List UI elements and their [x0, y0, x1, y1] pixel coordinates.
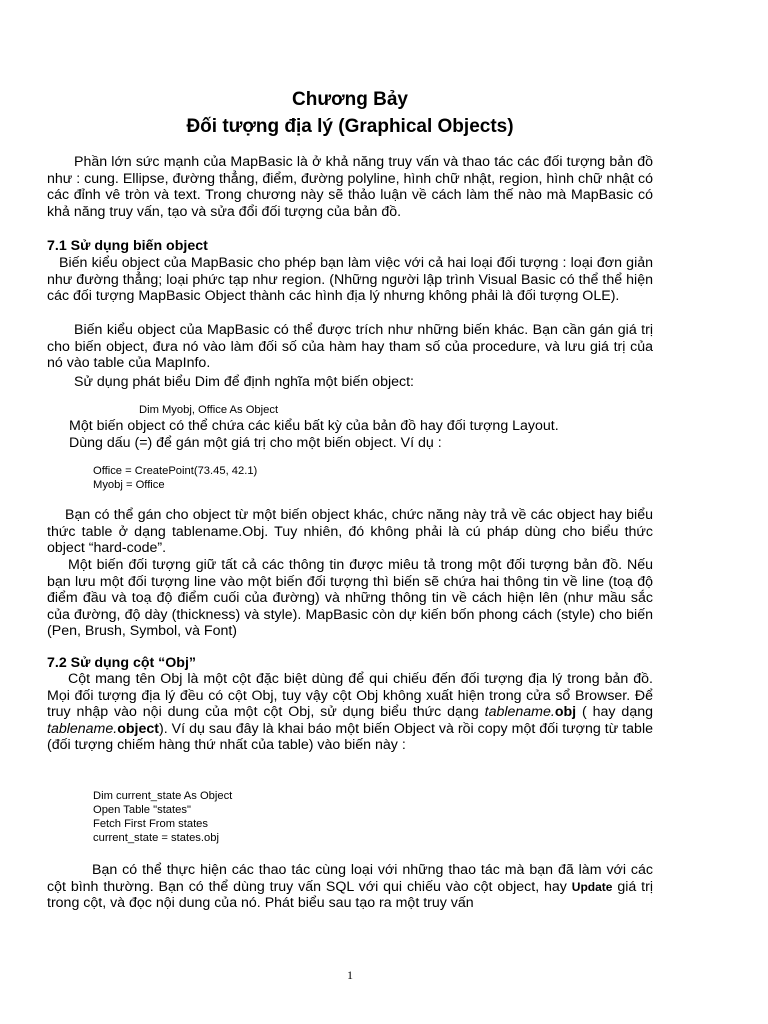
code-assign-office: Office = CreatePoint(73.45, 42.1) Myobj = Office — [93, 465, 258, 491]
section-7-1-paragraph-4b: Dùng dấu (=) để gán một giá trị cho một biến object. Ví dụ : — [69, 435, 442, 451]
section-7-2-paragraph-1: Cột mang tên Obj là một cột đặc biệt dùng để qui chiếu đến đối tượng địa lý trong bản đồ. Mọi đối tượng địa lý đều có cột Obj, tuy vậy cột Obj không xuất hiện trong cửa sổ Browser. Để truy nhập vào nội dung của một cột Obj, sử dụng biểu thức dạng tablename.obj ( hay dạng tablename.object). Ví dụ sau đây là khai báo một biến Object và rồi copy một đối tượng từ table (đối tượng chiếm hàng thứ nhất của table) vào biến này : — [47, 671, 653, 754]
section-7-1-paragraph-4a: Một biến object có thể chứa các kiểu bất kỳ của bản đồ hay đối tượng Layout. — [69, 418, 559, 434]
intro-paragraph: Phần lớn sức mạnh của MapBasic là ở khả năng truy vấn và thao tác các đối tượng bản đồ như : cung. Ellipse, đường thẳng, điểm, đường polyline, hình chữ nhật, region, hình chữ nhật có các đỉnh vê tròn và text. Trong chương này sẽ thảo luận về cách làm thế nào mà MapBasic có khả năng truy vấn, tạo và sửa đổi đối tượng của bản đồ. — [47, 154, 653, 220]
section-7-1-paragraph-2: Biến kiểu object của MapBasic có thể được trích như những biến khác. Bạn cần gán giá trị cho biến object, đưa nó vào làm đối số của hàm hay tham số của procedure, và lưu giá trị của nó vào table của MapInfo. — [47, 322, 653, 372]
section-7-2-paragraph-2: Bạn có thể thực hiện các thao tác cùng loại với những thao tác mà bạn đã làm với các cột bình thường. Bạn có thể dùng truy vấn SQL với qui chiếu vào cột object, hay Update giá trị trong cột, và đọc nội dung của nó. Phát biểu sau tạo ra một truy vấn — [47, 862, 653, 912]
code-current-state: Dim current_state As Object Open Table "states" Fetch First From states current_state = states.obj — [93, 790, 233, 844]
section-7-1-paragraph-6: Một biến đối tượng giữ tất cả các thông tin được miêu tả trong một đối tượng bản đồ. Nếu bạn lưu một đối tượng line vào một biến đối tượng thì biến sẽ chứa hai thông tin về line (toạ độ điểm đầu và toạ độ điểm cuối của đường) và những thông tin về cách hiện lên (như mầu sắc của đường, độ dày (thickness) và style). MapBasic còn dự kiến bốn phong cách (style) cho biến (Pen, Brush, Symbol, và Font) — [47, 557, 653, 640]
section-7-1-heading: 7.1 Sử dụng biến object — [47, 238, 208, 254]
section-7-1-paragraph-5: Bạn có thể gán cho object từ một biến object khác, chức năng này trả về các object hay biểu thức table ở dạng tablename.Obj. Tuy nhiên, đó không phải là cú pháp dùng cho biểu thức object “hard-code”. — [47, 507, 653, 557]
page-number: 1 — [347, 968, 353, 982]
section-7-2-heading: 7.2 Sử dụng cột “Obj” — [47, 655, 197, 671]
code-dim-myobj: Dim Myobj, Office As Object — [139, 404, 279, 416]
section-7-1-paragraph-3: Sử dụng phát biểu Dim để định nghĩa một biến object: — [74, 374, 414, 390]
section-7-1-paragraph-1: Biến kiểu object của MapBasic cho phép bạn làm việc với cả hai loại đối tượng : loại đơn giản như đường thẳng; loại phức tạp như region. (Những người lập trình Visual Basic có thể thể hiện các đối tượng MapBasic Object thành các hình địa lý nhưng không phải là đối tượng OLE). — [47, 255, 653, 305]
chapter-subtitle: Đối tượng địa lý (Graphical Objects) — [186, 116, 514, 137]
chapter-title: Chương Bảy — [292, 89, 408, 110]
